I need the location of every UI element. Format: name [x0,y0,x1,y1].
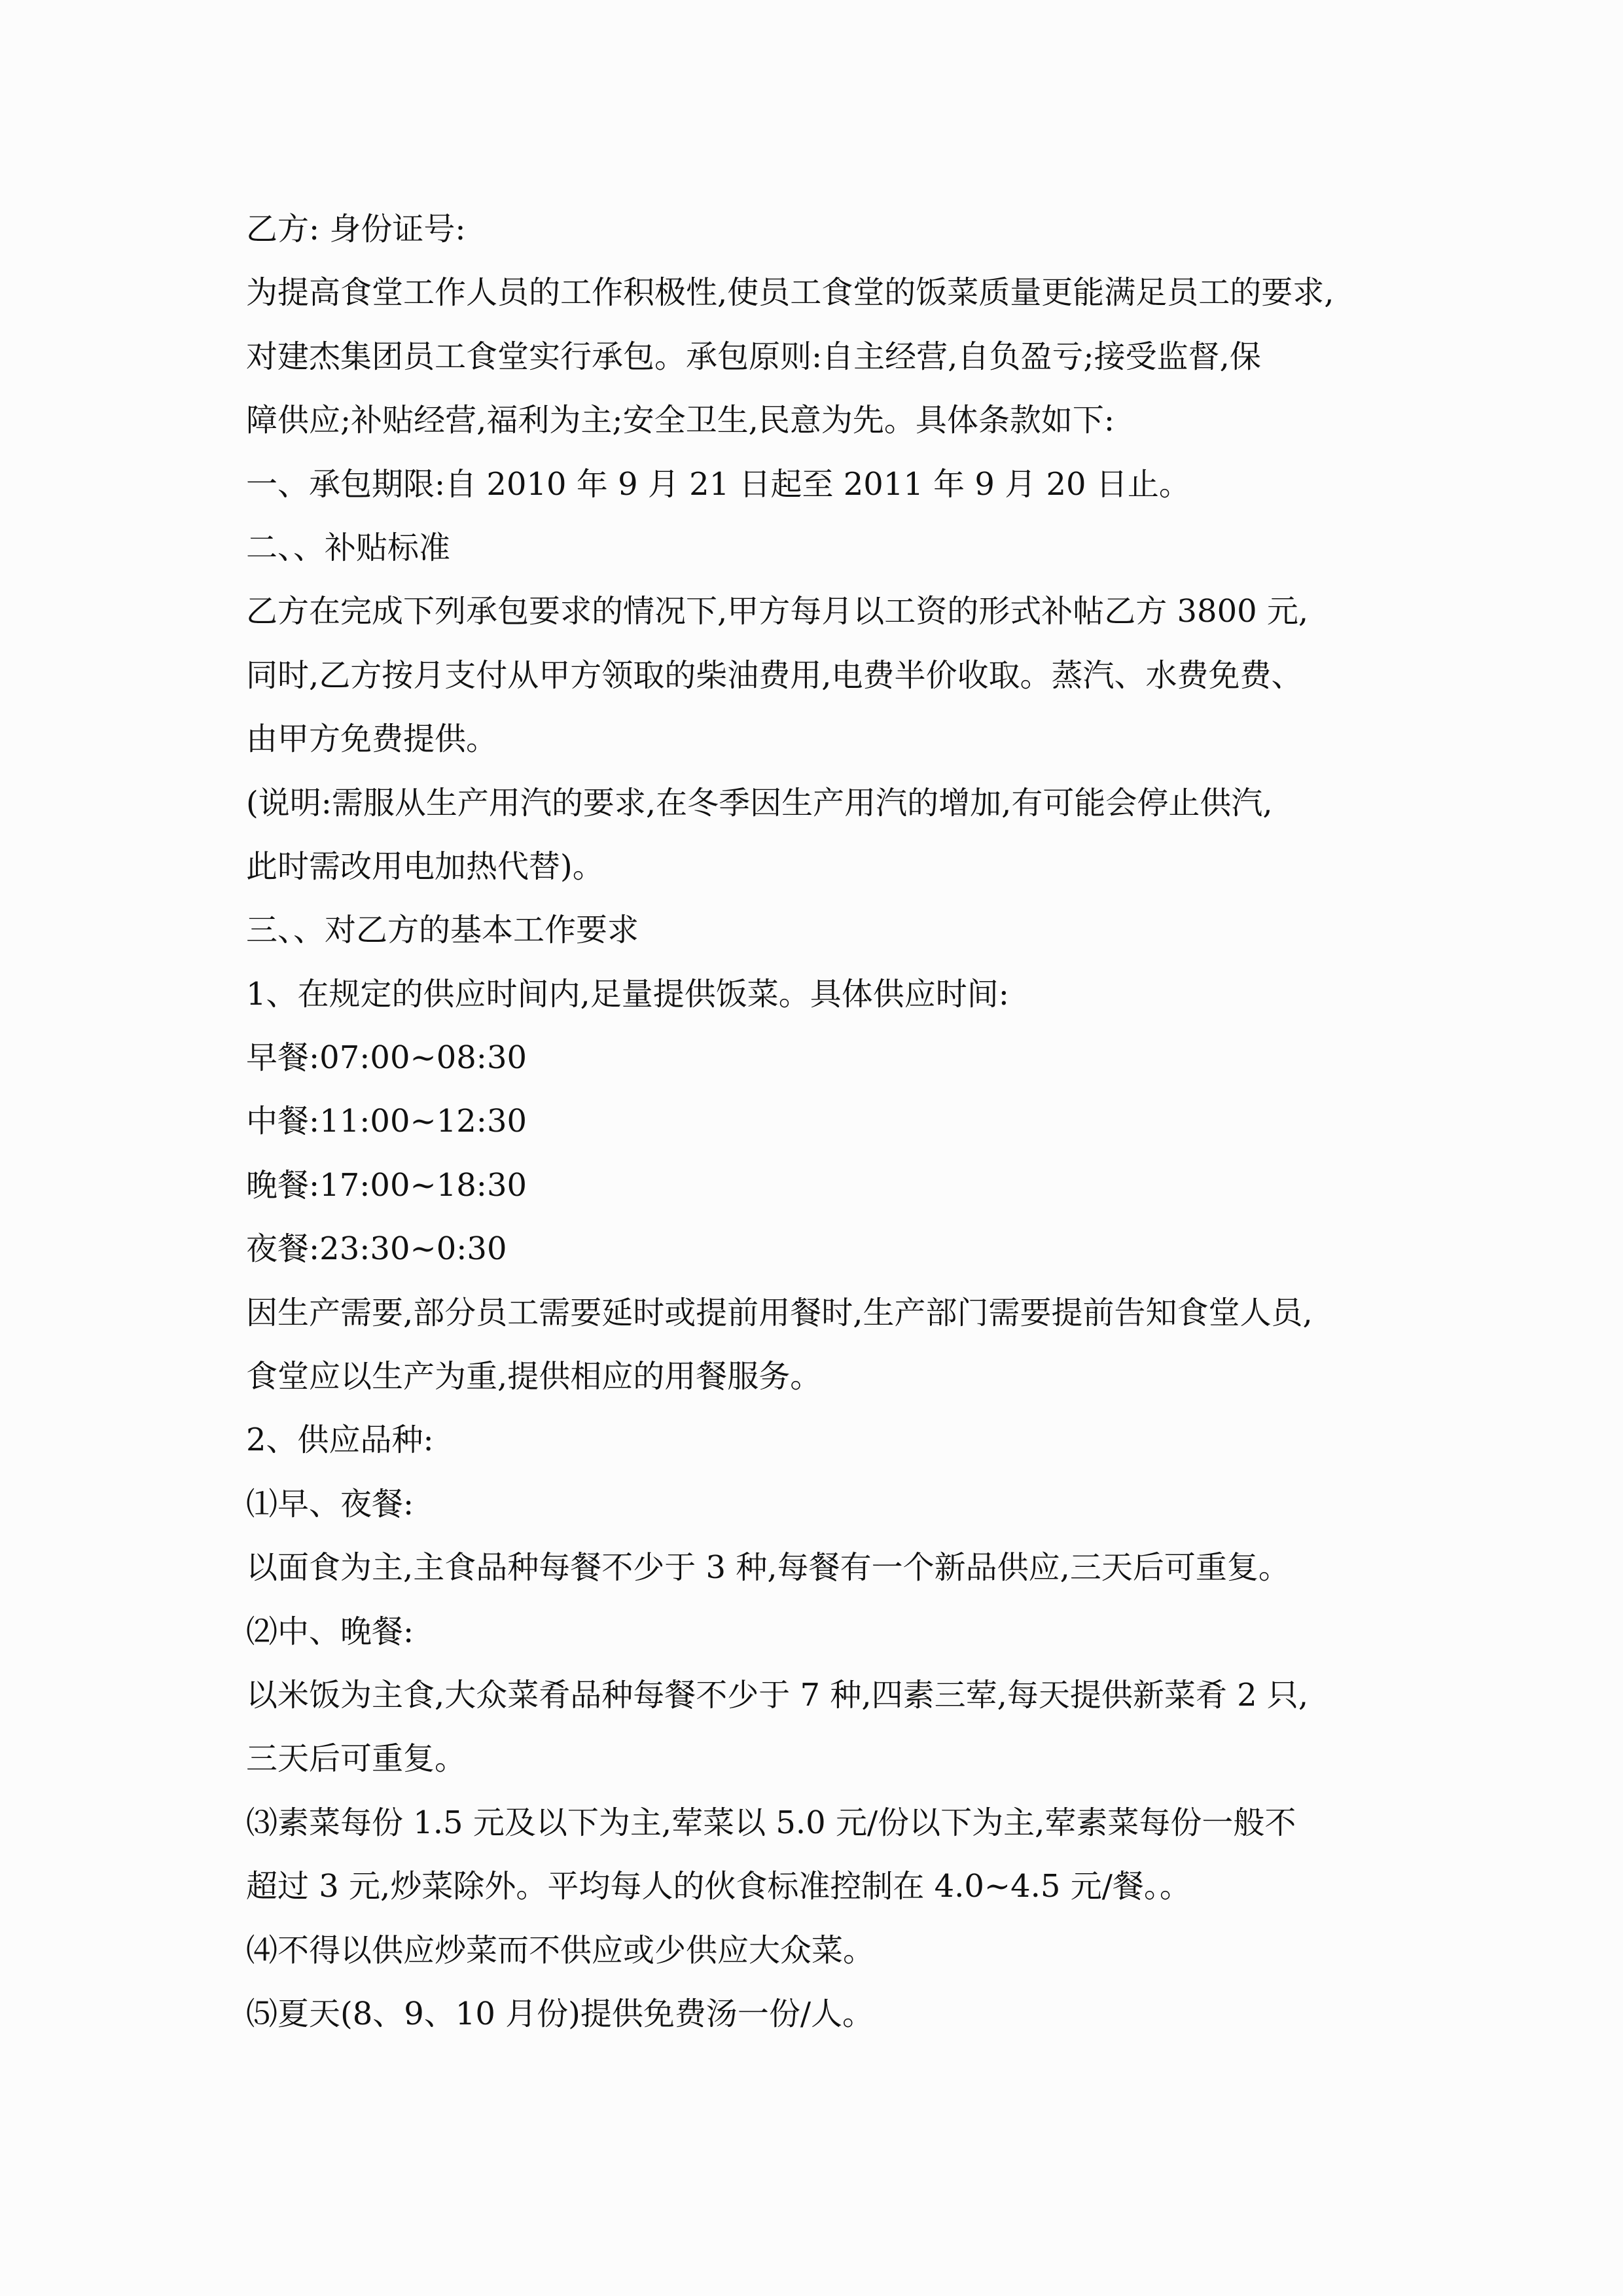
paragraph-line: 由甲方免费提供。 [246,721,498,758]
meal-time-dinner: 晚餐:17:00~18:30 [246,1166,527,1204]
paragraph-line: 以米饭为主食,大众菜肴品种每餐不少于 7 种,四素三荤,每天提供新菜肴 2 只, [246,1676,1309,1713]
meal-time-lunch: 中餐:11:00~12:30 [246,1103,527,1140]
contract-body [246,198,1424,2046]
note-line: (说明:需服从生产用汽的要求,在冬季因生产用汽的增加,有可能会停止供汽, [246,784,1273,821]
paragraph-line: 同时,乙方按月支付从甲方领取的柴油费用,电费半价收取。蒸汽、水费免费、 [246,656,1303,694]
paragraph-line: 乙方在完成下列承包要求的情况下,甲方每月以工资的形式补帖乙方 3800 元, [246,593,1309,630]
sub-item-5: ⑸夏天(8、9、10 月份)提供免费汤一份/人。 [246,1995,874,2032]
paragraph-line: 食堂应以生产为重,提供相应的用餐服务。 [246,1358,822,1395]
sub-item-3: ⑶素菜每份 1.5 元及以下为主,荤菜以 5.0 元/份以下为主,荤素菜每份一般不 [246,1804,1296,1841]
section-3-heading: 三、、对乙方的基本工作要求 [246,912,639,949]
meal-time-breakfast: 早餐:07:00~08:30 [246,1039,527,1077]
sub-item-2-heading: ⑵中、晚餐: [246,1613,414,1650]
section-1-contract-period: 一、承包期限:自 2010 年 9 月 21 日起至 2011 年 9 月 20 日止。 [246,465,1190,503]
paragraph-line: 为提高食堂工作人员的工作积极性,使员工食堂的饭菜质量更能满足员工的要求, [246,274,1334,312]
paragraph-line: 障供应;补贴经营,福利为主;安全卫生,民意为先。具体条款如下: [246,402,1115,439]
paragraph-line: 以面食为主,主食品种每餐不少于 3 种,每餐有一个新品供应,三天后可重复。 [246,1549,1290,1587]
paragraph-line: 因生产需要,部分员工需要延时或提前用餐时,生产部门需要提前告知食堂人员, [246,1294,1313,1331]
meal-time-night: 夜餐:23:30~0:30 [246,1230,507,1268]
item-1-supply-time: 1、在规定的供应时间内,足量提供饭菜。具体供应时间: [246,975,1009,1013]
item-2-supply-variety: 2、供应品种: [246,1422,434,1459]
sub-item-1-heading: ⑴早、夜餐: [246,1485,414,1522]
paragraph-line: 对建杰集团员工食堂实行承包。承包原则:自主经营,自负盈亏;接受监督,保 [246,338,1261,375]
sub-item-4: ⑷不得以供应炒菜而不供应或少供应大众菜。 [246,1931,875,1969]
party-b-id-line: 乙方: 身份证号: [246,211,466,247]
paragraph-line: 三天后可重复。 [246,1740,467,1778]
note-line: 此时需改用电加热代替)。 [246,848,604,885]
section-2-heading: 二、、补贴标准 [246,529,451,566]
sub-item-3-cont: 超过 3 元,炒菜除外。平均每人的伙食标准控制在 4.0~4.5 元/餐。。 [246,1868,1191,1905]
